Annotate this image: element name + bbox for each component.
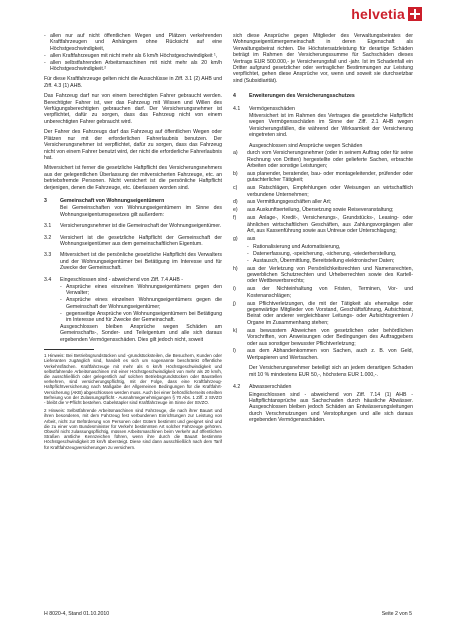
clause: 3.1 Versicherungsnehmer ist die Gemeinschaft der Wohnungseigentümer. (44, 223, 222, 230)
paragraph: sich diese Ansprüche gegen Mitglieder des Verwaltungsbeirates der Wohnungseigentümergemeinschaft in deren Eigenschaft als Verwaltungsbeirat richten. Die Höchstersatzleistung für derartige Schäden beträgt im Rahmen der Versicherungssumme für Sachschäden dieses Vertrags EUR 500.000,- je Versicherungsfall und -jahr. Ist im Schadenfall ein Dritter aufgrund gesetzlicher oder vertraglicher Bestimmungen zur Leistung verpflichtet, gehen diese Ansprüche vor, wenn und soweit sie durchsetzbar sind (Subsidiarität). (233, 33, 413, 84)
document-id: H 8020-4, Stand 01.10.2010 (44, 611, 110, 617)
list-item: a) durch vom Versicherungsnehmer (oder in seinem Auftrag oder für seine Rechnung von Dritten) hergestellte oder gelieferte Sachen, erbrachte Arbeiten oder sonstige Leistungen; (233, 150, 413, 169)
list-item: h) aus der Verletzung von Persönlichkeitsrechten und Namensrechten, gewerblichen Schutzrechten und Urheberrechten sowie des Kartell- oder Wettbewerbsrechts; (233, 265, 413, 285)
list-item: l) aus dem Abhandenkommen von Sachen, auch z. B. von Geld, Wertpapieren und Wertsachen. (233, 348, 413, 361)
list-item: j) aus Pflichtverletzungen, die mit der Tätigkeit als ehemalige oder gegenwärtige Mitglieder von Vorstand, Geschäftsführung, Aufsichtsrat, Beirat oder anderer vergleichbarer Leitungs- oder Aufsichtsgremien / Organe im Zusammenhang stehen; (233, 300, 413, 326)
paragraph: Der Fahrer des Fahrzeugs darf das Fahrzeug auf öffentlichen Wegen oder Plätzen nur mit der erforderlichen Fahrerlaubnis benutzen. Der Versicherungsnehmer ist verpflichtet, dafür zu sorgen, dass das Fahrzeug nicht von einem Fahrer benutzt wird, der nicht die erforderliche Fahrerlaubnis hat. (44, 129, 222, 161)
list-item: k) aus bewusstem Abweichen von gesetzlichen oder behördlichen Vorschriften, von Anweisungen oder Bedingungen des Auftraggebers oder aus sonstiger bewusster Pflichtverletzung; (233, 327, 413, 347)
paragraph: Für diese Kraftfahrzeuge gelten nicht die Ausschlüsse in Ziff. 3.1 (2) AHB und Ziff. 4.3 (1) AHB. (44, 76, 222, 89)
paragraph: Ausgeschlossen bleiben Ansprüche wegen Schäden am Gemeinschafts-, Sonder- und Teileigentum und alle sich daraus ergebenden Vermögensschäden. Dies gilt jedoch nicht, soweit (60, 323, 222, 343)
list-item: e) aus Auskunftserteilung, Übersetzung sowie Reiseveranstaltung; (233, 207, 394, 214)
footnote: 1 Hinweis: Bei Betriebsgrundstücken und -grundstücksteilen, die Besuchern, Kunden oder Lieferanten zugänglich sind, handelt es sich um sogenannte beschränkt öffentliche Verkehrsflächen. Kraftfahrzeuge mit mehr als 6 km/h Höchstgeschwindigkeit und selbstfahrende Arbeitsmaschinen mit einer Höchstgeschwindigkeit von mehr als 20 km/h, die ausschließlich oder gelegentlich auf solchen Betriebsgrundstücken oder Baustellen verkehren, sind versicherungspflichtig, mit der Folge, dass eine Kraftfahrzeug-Haftpflichtversicherung nach Maßgabe der Allgemeinen Bedingungen für die Kraftfahrt-Versicherung (AKB) abgeschlossen werden muss. Auch bei einer behördlicherseits erteilten Befreiung von der Zulassungspflicht - Ausnahmegenehmigungen § 70 Abs. 1 Ziff. 2 StVZO - bleibt die V-Pflicht bestehen. Gabelstapler sind Kraftfahrzeuge im Sinne der StVZO. (44, 353, 222, 405)
clause: 3.4 Eingeschlossen sind - abweichend von Ziff. 7.4 AHB - (44, 276, 184, 283)
brand-logo (351, 6, 422, 22)
cross-icon (408, 7, 422, 21)
clause-heading: 4.1 Vermögensschäden (233, 105, 295, 112)
list-item: g) aus (233, 235, 256, 242)
list-item: - allen Kraftfahrzeugen mit nicht mehr als 6 km/h Höchstgeschwindigkeit ¹, (44, 52, 218, 59)
paragraph: Das Fahrzeug darf nur von einem berechtigten Fahrer gebraucht werden. Berechtigter Fahrer ist, wer das Fahrzeug mit Wissen und Willen des Verfügungsberechtigten gebrauchen darf. Der Versicherungsnehmer ist verpflichtet, dafür zu sorgen, dass das Fahrzeug nicht von einem unberechtigten Fahrer gebraucht wird. (44, 93, 222, 125)
footnote: 2 Hinweis: Selbstfahrende Arbeitsmaschinen sind Fahrzeuge, die nach ihrer Bauart und ihren besonderen, mit dem Fahrzeug fest verbundenen Einrichtungen zur Leistung von Arbeit, nicht zur Beförderung von Personen oder Gütern bestimmt und geeignet sind und die zu einer vom Bundesminister für Verkehr bestimmten Art solcher Fahrzeuge gehören. Obwohl nicht zulassungspflichtig, müssen Arbeitsmaschinen beim Verkehr auf öffentlichen Straßen amtliche Kennzeichen führen, wenn ihre durch die Bauart bestimmte Höchstgeschwindigkeit 20 km/h übersteigt. Diese sind dann ausschließlich nach dem Tarif für Kraftfahrzeugversicherungen zu versichern. (44, 408, 222, 450)
list-item: - Rationalisierung und Automatisierung, (247, 243, 341, 250)
section-heading: 3 Gemeinschaft von Wohnungseigentümern (44, 197, 165, 204)
list-item: d) aus Vermittlungsgeschäften aller Art; (233, 199, 332, 206)
paragraph: Mitversichert ist im Rahmen des Vertrages die gesetzliche Haftpflicht wegen Vermögensschäden im Sinne der Ziff. 2.1 AHB wegen Versicherungsfällen, die während der Wirksamkeit der Versicherung eingetreten sind. (249, 113, 413, 139)
footnote-divider (44, 349, 94, 350)
list-item: - Datenerfassung, -speicherung, -sicherung, -wiederherstellung, (247, 250, 397, 257)
paragraph: Eingeschlossen sind - abweichend von Ziff. 7.14 (1) AHB - Haftpflichtansprüche aus Sachschaden durch häusliche Abwässer. Ausgeschlossen bleiben jedoch Schäden an Entwässerungsleitungen durch Verschmutzungen und Verstopfungen und alle sich daraus ergebenden Vermögensschäden. (249, 391, 413, 424)
list-item: - allen nur auf nicht öffentlichen Wegen und Plätzen verkehrenden Kraftfahrzeugen und Anhängern ohne Rücksicht auf eine Höchstgeschwindigkeit, (44, 33, 222, 52)
right-column (233, 33, 413, 428)
list-item: - allen selbstfahrenden Arbeitsmaschinen mit nicht mehr als 20 km/h Höchstgeschwindigkeit.² (44, 59, 222, 73)
list-item: i) aus der Nichteinhaltung von Fristen, Terminen, Vor- und Kostenanschlägen; (233, 286, 413, 299)
clause-heading: 4.2 Abwasserschäden (233, 384, 292, 391)
paragraph: Mitversichert ist ferner die gesetzliche Haftpflicht des Versicherungsnehmers aus der gelegentlichen Überlassung der mitversicherten Fahrzeuge, etc. an betriebsfremde Personen. Nicht versichert ist die persönliche Haftpflicht derjenigen, denen die Fahrzeuge, etc. überlassen worden sind. (44, 165, 222, 191)
clause: 3.3 Mitversichert ist die persönliche gesetzliche Haftpflicht des Verwalters und der Wohnungseigentümer bei Betätigung im Interesse und für Zwecke der Gemeinschaft. (44, 252, 222, 272)
list-item: f) aus Anlage-, Kredit-, Versicherungs-, Grundstücks-, Leasing- oder ähnlichen wirtschaftlichen Geschäften, aus Zahlungsvorgängen aller Art, aus Kassenführung sowie aus Untreue oder Unterschlagung; (233, 215, 413, 235)
clause: 3.2 Versichert ist die gesetzliche Haftpflicht der Gemeinschaft der Wohnungseigentümer aus dem gemeinschaftlichen Eigentum. (44, 234, 222, 247)
page-number: Seite 2 von 5 (381, 611, 412, 617)
list-item: b) aus planender, beratender, bau- oder montageleitender, prüfender oder gutachterlicher Tätigkeit; (233, 170, 413, 184)
paragraph: Bei Gemeinschaften von Wohnungseigentümern im Sinne des Wohnungseigentumsgesetzes gilt außerdem: (60, 205, 222, 218)
list-item: c) aus Ratschlägen, Empfehlungen oder Weisungen an wirtschaftlich verbundene Unternehmen; (233, 185, 413, 198)
list-item: - Austausch, Übermittlung, Bereitstellung elektronischer Daten; (247, 257, 395, 264)
list-item: - Ansprüche eines einzelnen Wohnungseigentümers gegen den Verwalter; (60, 284, 222, 297)
left-column (44, 33, 222, 453)
header (0, 0, 452, 26)
exclusion-list (233, 150, 413, 361)
list-item: - gegenseitige Ansprüche von Wohnungseigentümern bei Betätigung im Interesse und für Zwecke der Gemeinschaft. (60, 310, 222, 324)
paragraph: Ausgeschlossen sind Ansprüche wegen Schäden (249, 142, 363, 149)
paragraph: Der Versicherungsnehmer beteiligt sich an jedem derartigen Schaden mit 10 % mindestens EUR 50,-, höchstens EUR 1.000,-. (249, 365, 413, 378)
section-heading: 4 Erweiterungen des Versicherungsschutzes (233, 93, 355, 100)
brand-name: helvetia (351, 6, 405, 22)
list-item: - Ansprüche eines einzelnen Wohnungseigentümers gegen die Gemeinschaft der Wohnungseigentümer; (60, 297, 222, 310)
